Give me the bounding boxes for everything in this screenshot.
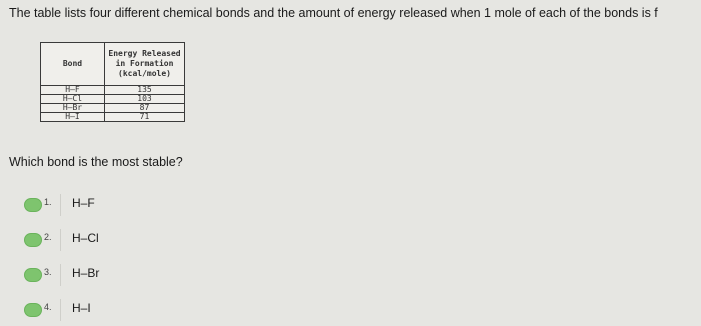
radio-button-icon[interactable] (24, 303, 42, 317)
table-header-energy-line: (kcal/mole) (118, 69, 171, 78)
table-cell-bond: H–Cl (41, 95, 105, 104)
option-divider (60, 299, 61, 321)
table-header-energy-line: in Formation (115, 59, 174, 68)
option-divider (60, 194, 61, 216)
table-cell-bond: H–Br (41, 104, 105, 113)
answer-option-1[interactable] (24, 194, 204, 216)
table-row (41, 104, 185, 113)
option-divider (60, 264, 61, 286)
table-cell-bond: H–F (41, 86, 105, 95)
radio-button-icon[interactable] (24, 233, 42, 247)
radio-button-icon[interactable] (24, 198, 42, 212)
table-row (41, 113, 185, 122)
option-label: H–I (72, 301, 91, 315)
answer-option-2[interactable] (24, 229, 204, 251)
radio-button-icon[interactable] (24, 268, 42, 282)
option-number: 4. (44, 302, 52, 312)
option-number: 2. (44, 232, 52, 242)
table-header-energy-line: Energy Released (108, 49, 181, 58)
table-header-row (41, 43, 185, 86)
table-cell-energy: 103 (105, 95, 185, 104)
bond-energy-table (40, 42, 185, 122)
answer-option-4[interactable] (24, 299, 204, 321)
option-number: 1. (44, 197, 52, 207)
table-cell-bond: H–I (41, 113, 105, 122)
table-cell-energy: 71 (105, 113, 185, 122)
question-text: Which bond is the most stable? (9, 155, 183, 169)
option-label: H–F (72, 196, 95, 210)
question-prompt: The table lists four different chemical bonds and the amount of energy released when 1 mole of each of the bonds is f (9, 6, 658, 20)
option-label: H–Br (72, 266, 100, 280)
table-header-bond: Bond (41, 43, 105, 86)
option-number: 3. (44, 267, 52, 277)
table-cell-energy: 135 (105, 86, 185, 95)
table-header-energy (105, 43, 185, 86)
table-cell-energy: 87 (105, 104, 185, 113)
answer-option-3[interactable] (24, 264, 204, 286)
option-divider (60, 229, 61, 251)
option-label: H–Cl (72, 231, 99, 245)
